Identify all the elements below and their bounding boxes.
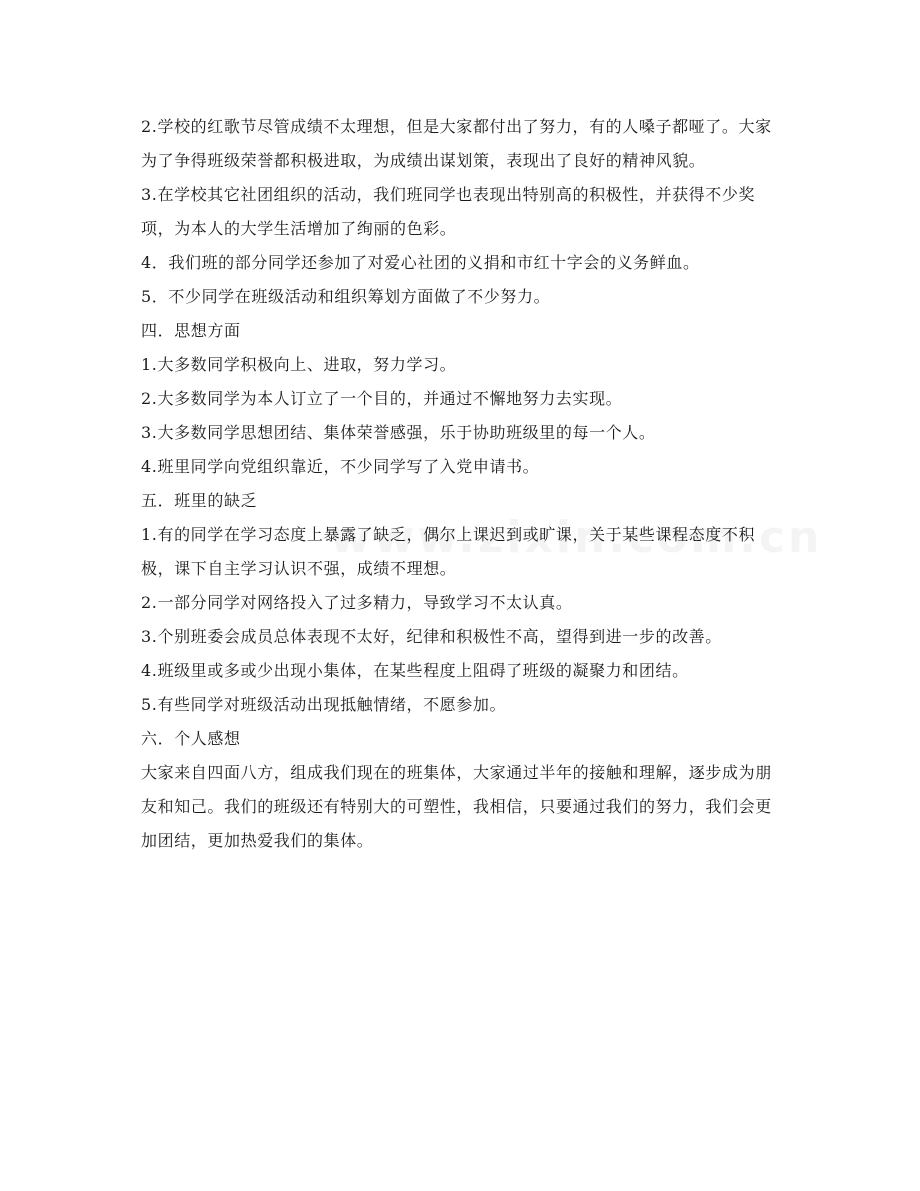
paragraph-shortcoming-1: 1.有的同学在学习态度上暴露了缺乏，偶尔上课迟到或旷课，关于某些课程态度不积极，课下自主学习认识不强，成绩不理想。 xyxy=(141,525,756,578)
paragraph-thought-1: 1.大多数同学积极向上、进取，努力学习。 xyxy=(141,355,457,374)
document-body xyxy=(141,110,781,858)
paragraph-shortcoming-2: 2.一部分同学对网络投入了过多精力，导致学习不太认真。 xyxy=(141,593,573,612)
section-heading-reflection: 六．个人感想 xyxy=(141,729,241,748)
paragraph-item-2-red-song: 2.学校的红歌节尽管成绩不太理想，但是大家都付出了努力，有的人嗓子都哑了。大家为了争得班级荣誉都积极进取，为成绩出谋划策，表现出了良好的精神风貌。 xyxy=(141,117,772,170)
paragraph-thought-4: 4.班里同学向党组织靠近，不少同学写了入党申请书。 xyxy=(141,457,540,476)
section-heading-thought: 四．思想方面 xyxy=(141,321,241,340)
section-heading-shortcomings: 五．班里的缺乏 xyxy=(141,491,258,510)
paragraph-item-3-clubs: 3.在学校其它社团组织的活动，我们班同学也表现出特别高的积极性，并获得不少奖项，为本人的大学生活增加了绚丽的色彩。 xyxy=(141,185,756,238)
paragraph-shortcoming-5: 5.有些同学对班级活动出现抵触情绪，不愿参加。 xyxy=(141,695,507,714)
paragraph-shortcoming-4: 4.班级里或多或少出现小集体，在某些程度上阻碍了班级的凝聚力和团结。 xyxy=(141,661,689,680)
paragraph-item-4-donation: 4．我们班的部分同学还参加了对爱心社团的义捐和市红十字会的义务鲜血。 xyxy=(141,253,700,272)
paragraph-thought-2: 2.大多数同学为本人订立了一个目的，并通过不懈地努力去实现。 xyxy=(141,389,623,408)
paragraph-shortcoming-3: 3.个别班委会成员总体表现不太好，纪律和积极性不高，望得到进一步的改善。 xyxy=(141,627,722,646)
paragraph-reflection: 大家来自四面八方，组成我们现在的班集体，大家通过半年的接触和理解，逐步成为朋友和知己。我们的班级还有特别大的可塑性，我相信，只要通过我们的努力，我们会更加团结，更加热爱我们的集体。 xyxy=(141,763,772,850)
paragraph-item-5-activities: 5．不少同学在班级活动和组织筹划方面做了不少努力。 xyxy=(141,287,551,306)
paragraph-thought-3: 3.大多数同学思想团结、集体荣誉感强，乐于协助班级里的每一个人。 xyxy=(141,423,656,442)
